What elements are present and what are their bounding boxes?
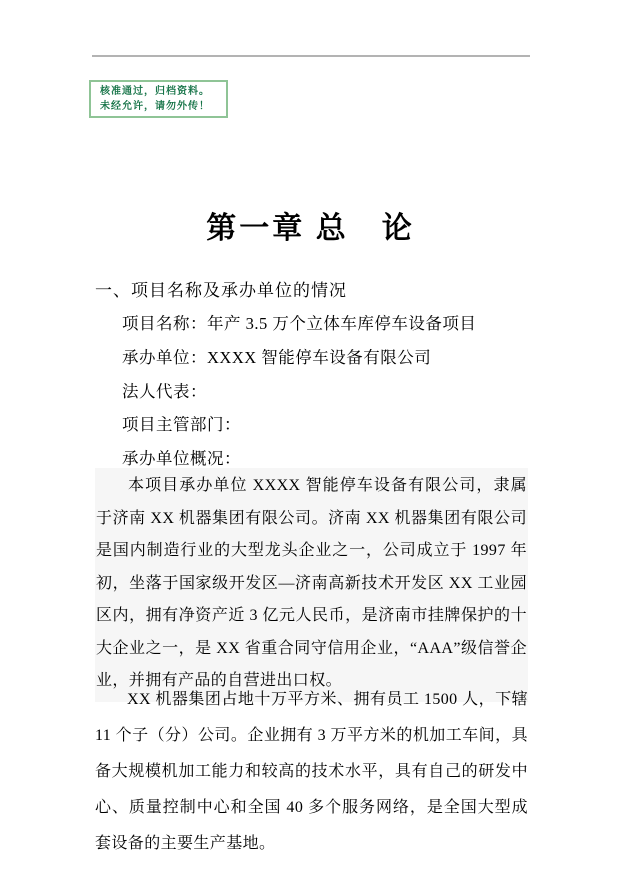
stamp-line-1: 核准通过，归档资料。 bbox=[100, 86, 210, 97]
header-rule-divider bbox=[92, 55, 530, 57]
field-unit-overview: 承办单位概况： bbox=[122, 449, 241, 469]
field-undertaking-unit: 承办单位：XXXX 智能停车设备有限公司 bbox=[122, 347, 432, 367]
chapter-title: 第一章 总 论 bbox=[206, 212, 415, 245]
paragraph-group-profile: XX 机器集团占地十万平方米、拥有员工 1500 人，下辖 11 个子（分）公司。企业拥有 3 万平方米的机加工车间，具备大规模机加工能力和较高的技术水平，具有自己的研发中心、质量控制中心和全国 40 多个服务网络，是全国大型成套设备的主要生产基地。 bbox=[95, 691, 528, 852]
field-legal-representative: 法人代表： bbox=[122, 381, 207, 401]
field-project-name: 项目名称：年产 3.5 万个立体车库停车设备项目 bbox=[122, 314, 477, 333]
approval-stamp-box bbox=[89, 80, 228, 118]
section-heading: 一、项目名称及承办单位的情况 bbox=[95, 281, 347, 300]
field-competent-department: 项目主管部门： bbox=[122, 415, 241, 435]
paragraph-company-overview: 本项目承办单位 XXXX 智能停车设备有限公司，隶属于济南 XX 机器集团有限公司。济南 XX 机器集团有限公司是国内制造行业的大型龙头企业之一，公司成立于 1997 年初，坐落于国家级开发区—济南高新技术开发区 XX 工业园区内，拥有净资产近 3 亿元人民币，是济南市挂牌保护的十大企业之一，是 XX 省重合同守信用企业，“AAA”级信誉企业，并拥有产品的自营进出口权。 bbox=[95, 468, 528, 702]
stamp-line-2: 未经允许，请勿外传！ bbox=[100, 101, 210, 112]
project-fields-list bbox=[122, 307, 562, 476]
